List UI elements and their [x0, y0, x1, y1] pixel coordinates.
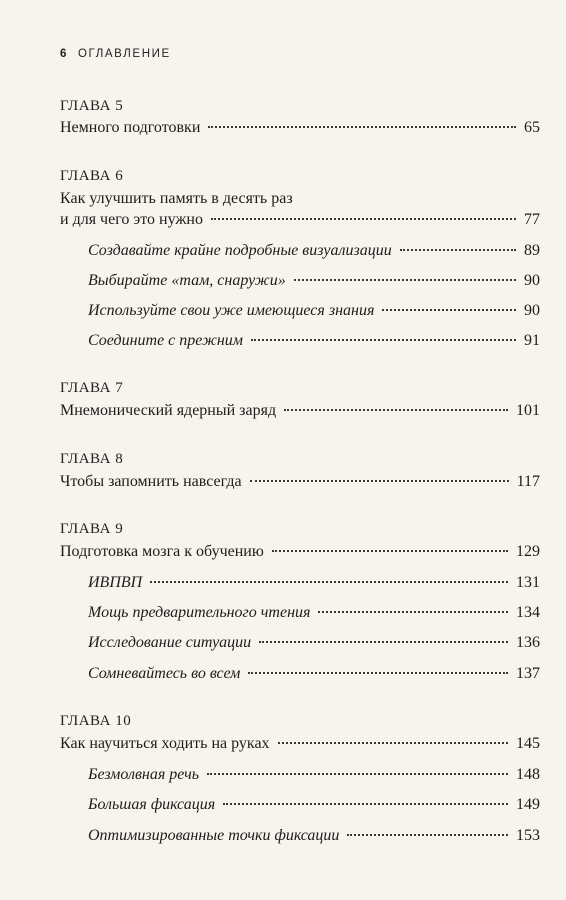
subentry-page: 148 [516, 766, 540, 783]
chapter-label: ГЛАВА 5 [60, 98, 124, 114]
toc-subentry[interactable] [88, 664, 540, 684]
subentry-page: 153 [516, 827, 540, 844]
subentry-title: Сомневайтесь во всем [88, 665, 241, 682]
entry-page: 145 [516, 735, 540, 752]
entry-page: 101 [516, 402, 540, 419]
entry-title: Как научиться ходить на руках [60, 735, 270, 752]
running-head [60, 48, 171, 60]
dot-leader [208, 126, 516, 128]
chapter-label: ГЛАВА 9 [60, 521, 124, 537]
toc-subentry[interactable] [88, 795, 540, 815]
entry-title: Немного подготовки [60, 119, 201, 136]
toc-entry[interactable] [60, 734, 540, 754]
subentry-page: 137 [516, 665, 540, 682]
subentry-page: 90 [524, 272, 540, 289]
dot-leader [207, 773, 508, 775]
subentry-title: Выбирайте «там, снаружи» [88, 272, 286, 289]
toc-subentry[interactable] [88, 301, 540, 321]
entry-title: Подготовка мозга к обучению [60, 543, 264, 560]
dot-leader [382, 309, 516, 311]
subentry-page: 89 [524, 242, 540, 259]
dot-leader [211, 218, 516, 220]
subentry-page: 90 [524, 302, 540, 319]
toc-subentry[interactable] [88, 826, 540, 846]
entry-title: Чтобы запомнить навсегда [60, 473, 242, 490]
toc-subentry[interactable] [88, 331, 540, 351]
page-number: 6 [60, 48, 68, 60]
subentry-page: 131 [516, 574, 540, 591]
subentry-title: Используйте свои уже имеющиеся знания [88, 302, 375, 319]
toc-subentry[interactable] [88, 573, 540, 593]
dot-leader [284, 409, 508, 411]
dot-leader [250, 480, 509, 482]
dot-leader [150, 581, 508, 583]
dot-leader [251, 339, 516, 341]
dot-leader [248, 672, 508, 674]
toc-entry[interactable] [60, 472, 540, 492]
section-title: ОГЛАВЛЕНИЕ [78, 48, 171, 60]
subentry-title: Оптимизированные точки фиксации [88, 827, 340, 844]
subentry-title: Большая фиксация [88, 796, 216, 813]
entry-title-line[interactable]: Как улучшить память в десять раз [60, 190, 293, 207]
toc-subentry[interactable] [88, 271, 540, 291]
chapter-label: ГЛАВА 10 [60, 713, 132, 729]
toc-entry[interactable] [60, 210, 540, 230]
chapter-label: ГЛАВА 7 [60, 380, 124, 396]
entry-page: 77 [524, 211, 540, 228]
chapter-label: ГЛАВА 6 [60, 168, 124, 184]
chapter-label: ГЛАВА 8 [60, 451, 124, 467]
dot-leader [318, 611, 508, 613]
entry-page: 117 [516, 473, 540, 490]
dot-leader [272, 550, 508, 552]
toc-subentry[interactable] [88, 765, 540, 785]
toc-subentry[interactable] [88, 603, 540, 623]
toc-entry[interactable] [60, 542, 540, 562]
dot-leader [259, 641, 508, 643]
entry-title: и для чего это нужно [60, 211, 203, 228]
subentry-title: Безмолвная речь [88, 766, 200, 783]
toc-entry[interactable] [60, 401, 540, 421]
dot-leader [278, 742, 508, 744]
entry-page: 65 [524, 119, 540, 136]
dot-leader [223, 803, 508, 805]
subentry-page: 149 [516, 796, 540, 813]
toc-entry[interactable] [60, 118, 540, 138]
dot-leader [347, 834, 508, 836]
subentry-page: 136 [516, 634, 540, 651]
subentry-page: 134 [516, 604, 540, 621]
dot-leader [294, 279, 516, 281]
subentry-title: Мощь предварительного чтения [88, 604, 311, 621]
subentry-title: Соедините с прежним [88, 332, 244, 349]
dot-leader [400, 249, 516, 251]
toc-subentry[interactable] [88, 633, 540, 653]
subentry-title: ИВПВП [88, 574, 143, 591]
subentry-title: Создавайте крайне подробные визуализации [88, 242, 392, 259]
toc-subentry[interactable] [88, 241, 540, 261]
entry-page: 129 [516, 543, 540, 560]
entry-title: Мнемонический ядерный заряд [60, 402, 277, 419]
subentry-page: 91 [524, 332, 540, 349]
subentry-title: Исследование ситуации [88, 634, 252, 651]
